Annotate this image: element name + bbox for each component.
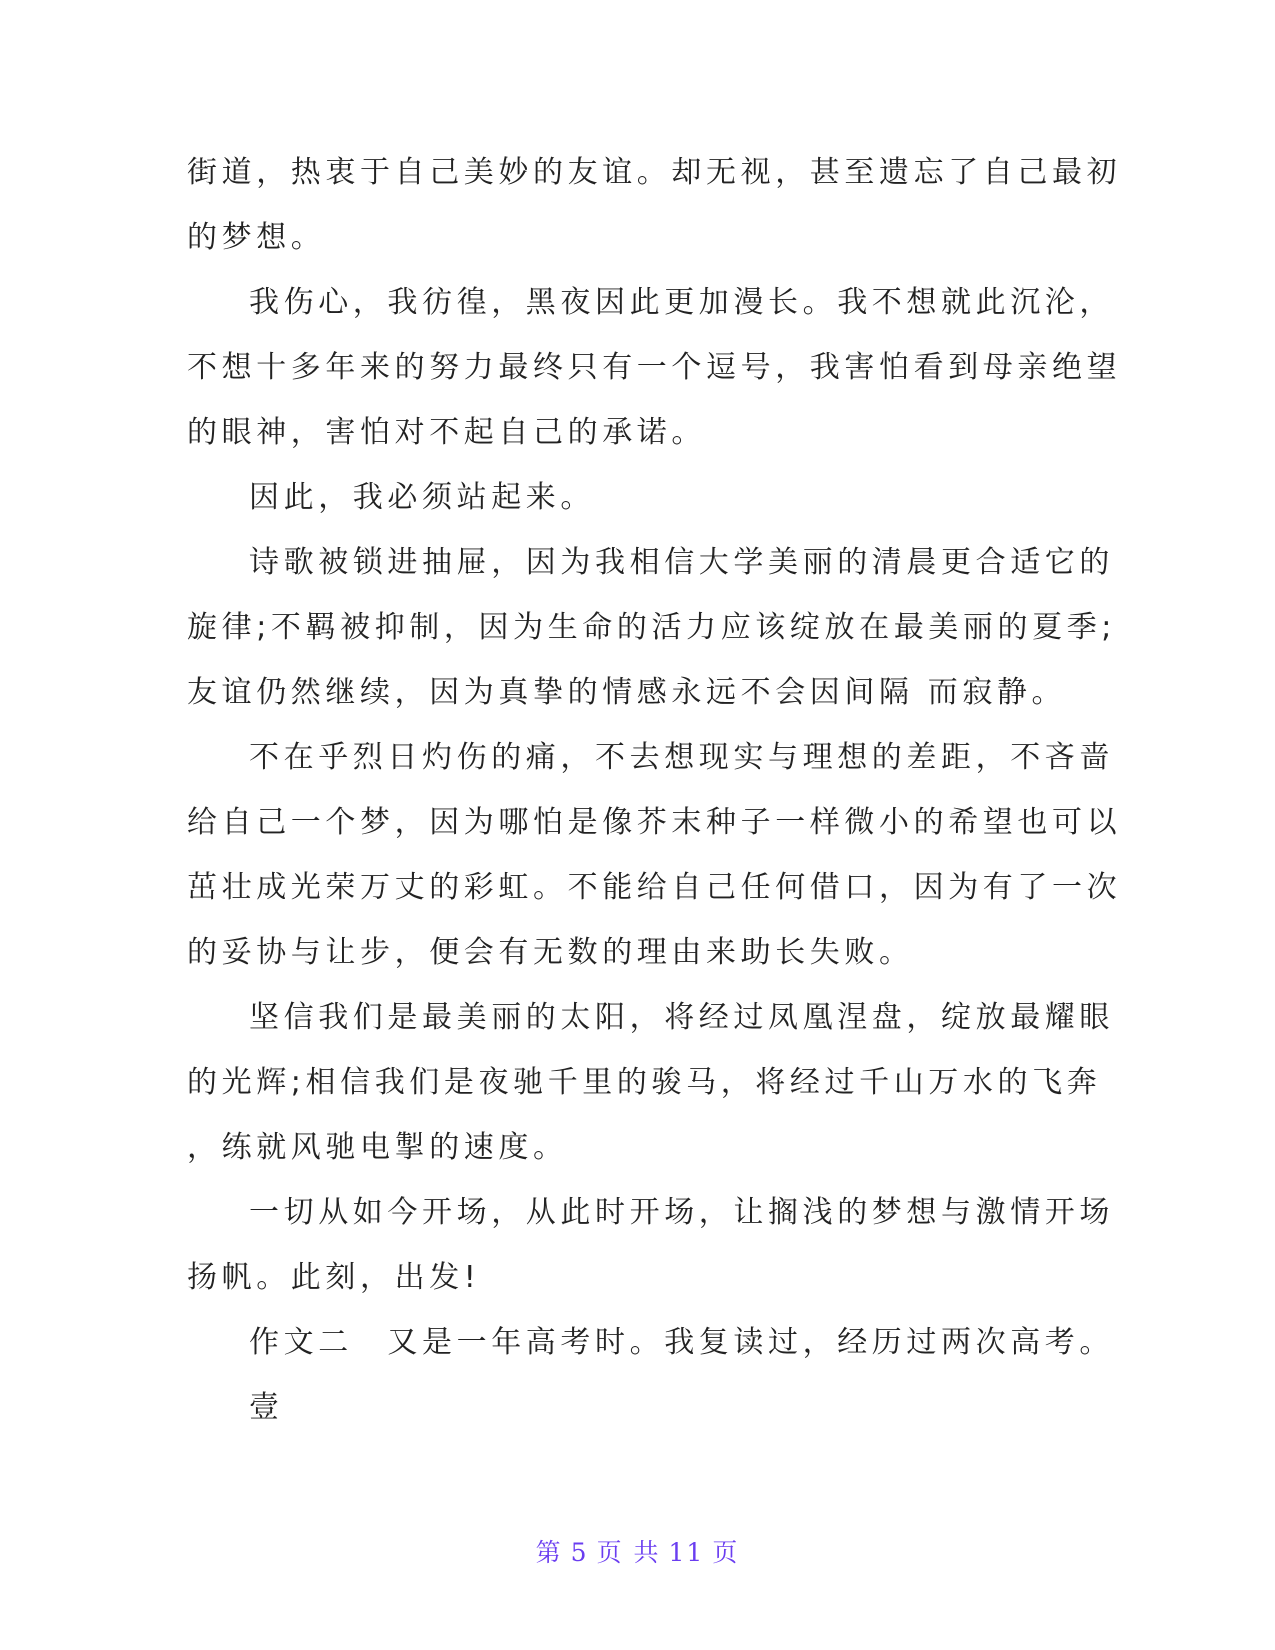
footer-prefix: 第 — [535, 1538, 563, 1567]
text-line-15: 的光辉;相信我们是夜驰千里的骏马，将经过千山万水的飞奔 — [187, 1065, 1102, 1100]
text-line-19: 作文二 又是一年高考时。我复读过，经历过两次高考。 — [249, 1325, 1114, 1360]
text-line-17: 一切从如今开场，从此时开场，让搁浅的梦想与激情开场 — [249, 1195, 1114, 1230]
text-line-8: 旋律;不羁被抑制，因为生命的活力应该绽放在最美丽的夏季; — [187, 610, 1117, 645]
text-line-16: ，练就风驰电掣的速度。 — [187, 1130, 568, 1165]
text-line-13: 的妥协与让步，便会有无数的理由来助长失败。 — [187, 935, 914, 970]
text-line-5: 的眼神，害怕对不起自己的承诺。 — [187, 415, 706, 450]
footer-middle: 页 共 — [596, 1538, 661, 1567]
text-line-11: 给自己一个梦，因为哪怕是像芥末种子一样微小的希望也可以 — [187, 805, 1122, 840]
text-line-7: 诗歌被锁进抽屉，因为我相信大学美丽的清晨更合适它的 — [249, 545, 1114, 580]
footer-suffix: 页 — [712, 1538, 740, 1567]
text-line-14: 坚信我们是最美丽的太阳，将经过凤凰涅盘，绽放最耀眼 — [249, 1000, 1114, 1035]
text-line-4: 不想十多年来的努力最终只有一个逗号，我害怕看到母亲绝望 — [187, 350, 1122, 385]
footer-total-pages: 11 — [668, 1538, 705, 1567]
text-line-9: 友谊仍然继续，因为真挚的情感永远不会因间隔 而寂静。 — [187, 675, 1067, 710]
text-line-1: 街道，热衷于自己美妙的友谊。却无视，甚至遗忘了自己最初 — [187, 155, 1122, 190]
footer-current-page: 5 — [570, 1538, 589, 1567]
page-footer — [0, 1533, 1275, 1569]
text-line-20: 壹 — [249, 1390, 284, 1425]
text-line-3: 我伤心，我彷徨，黑夜因此更加漫长。我不想就此沉沦， — [249, 285, 1114, 320]
body-text — [187, 140, 1122, 1440]
text-line-18: 扬帆。此刻，出发! — [187, 1260, 481, 1295]
text-line-6: 因此，我必须站起来。 — [249, 480, 595, 515]
text-line-10: 不在乎烈日灼伤的痛，不去想现实与理想的差距，不吝啬 — [249, 740, 1114, 775]
text-line-2: 的梦想。 — [187, 220, 326, 255]
text-line-12: 茁壮成光荣万丈的彩虹。不能给自己任何借口，因为有了一次 — [187, 870, 1122, 905]
